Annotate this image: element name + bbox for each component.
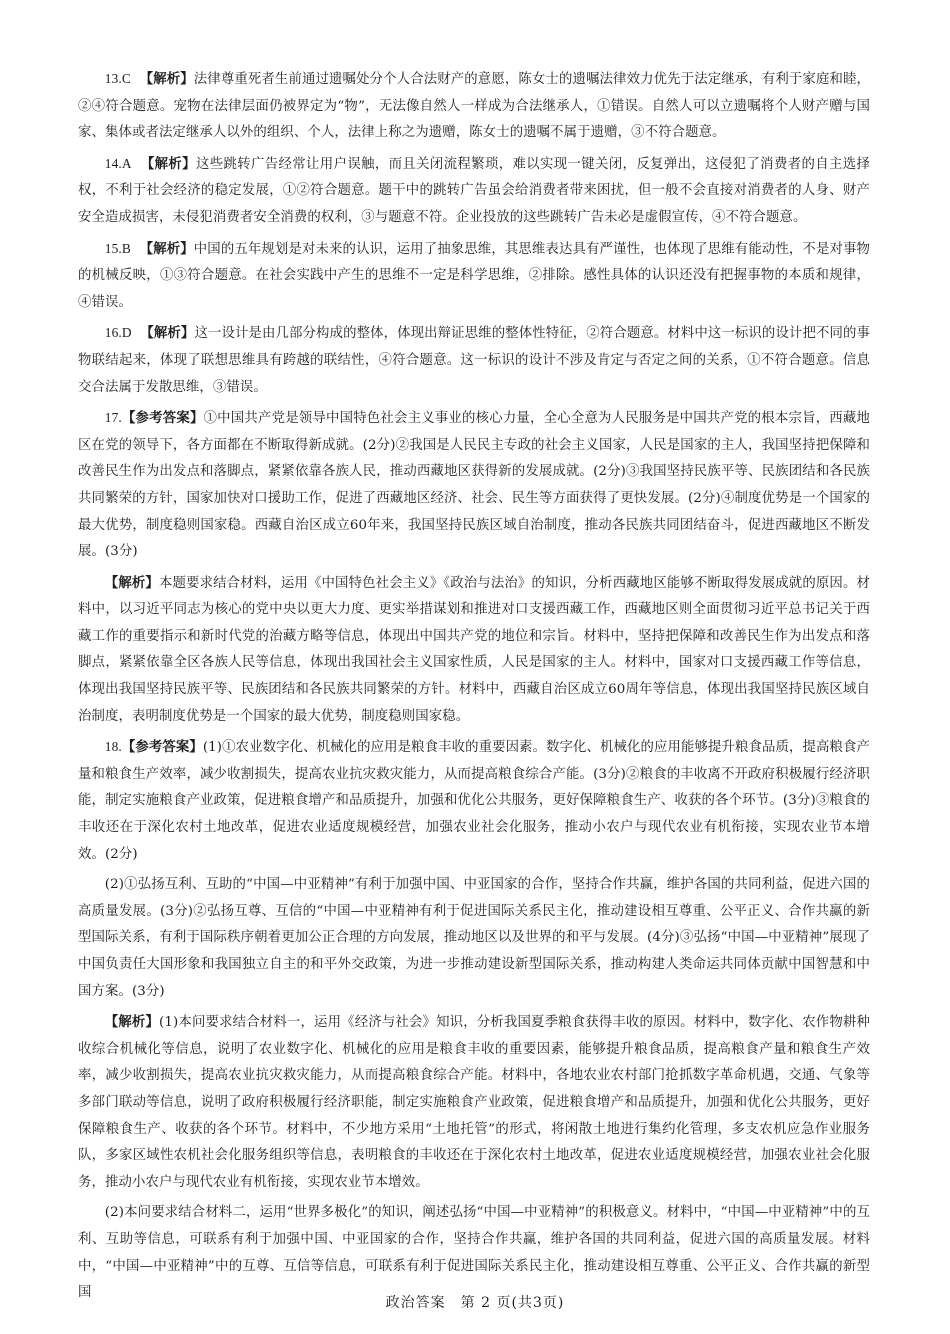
question-number: 13.C	[104, 71, 131, 86]
answer-text: 中国的五年规划是对未来的认识，运用了抽象思维，其思维表达具有严谨性，也体现了思维有能动性，不是对事物的机械反映，①③符合题意。在社会实践中产生的思维不一定是科学思维，②排除。感性具体的认识还没有把握事物的本质和规律，④错误。	[78, 241, 871, 310]
question-number: 14.A	[104, 155, 132, 171]
analysis-tag: 【解析】	[104, 574, 159, 591]
answer-text: (1)①农业数字化、机械化的应用是粮食丰收的重要因素。数字化、机械化的应用能够提升粮食品质，提高粮食产量和粮食生产效率，减少收割损失，提高农业抗灾救灾能力，从而提高粮食综合产能。(3分)②粮食的丰收离不开政府积极履行经济职能，制定实施粮食产业政策，促进粮食增产和品质提升，加强和优化公共服务，更好保障粮食生产、收获的各个环节。(3分)③粮食的丰收还在于深化农村土地改革，促进农业适度规模经营，加强农业社会化服务，推动小农户与现代农业有机衔接，实现农业节本增效。(2分)	[78, 740, 870, 862]
answer-text: 本题要求结合材料，运用《中国特色社会主义》《政治与法治》的知识，分析西藏地区能够不断取得发展成就的原因。材料中，以习近平同志为核心的党中央以更大力度、更实举措谋划和推进对口支援西藏工作，西藏地区则全面贯彻习近平总书记关于西藏工作的重要指示和新时代党的治藏方略等信息，体现出中国共产党的地位和宗旨。材料中，坚持把保障和改善民生作为出发点和落脚点，紧紧依靠全区各族人民等信息，体现出我国社会主义国家性质，人民是国家的主人。材料中，国家对口支援西藏工作等信息，体现出我国坚持民族平等、民族团结和各民族共同繁荣的方针。材料中，西藏自治区成立60周年等信息，体现出我国坚持民族区域自治制度，表明制度优势是一个国家的最大优势，制度稳则国家稳。	[78, 575, 870, 724]
question-number: 15.B	[104, 240, 131, 256]
answer-18-analysis	[78, 1009, 870, 1196]
analysis-tag: 【解析】	[140, 155, 196, 172]
question-number: 18.	[104, 739, 122, 755]
answer-18-reference	[78, 734, 870, 868]
answer-text: 法律尊重死者生前通过遗嘱处分个人合法财产的意愿，陈女士的遗嘱法律效力优先于法定继承，有利于家庭和睦，②④符合题意。宠物在法律层面仍被界定为“物”，无法像自然人一样成为合法继承人，①错误。自然人可以立遗嘱将个人财产赠与国家、集体或者法定继承人以外的组织、个人，法律上称之为遗赠，陈女士的遗嘱不属于遗赠，③不符合题意。	[78, 72, 871, 141]
answer-text: (1)本问要求结合材料一，运用《经济与社会》知识，分析我国夏季粮食获得丰收的原因。材料中，数字化、农作物耕种收综合机械化等信息，说明了农业数字化、机械化的应用是粮食丰收的重要因素，能够提升粮食品质，提高粮食产量和粮食生产效率，减少收割损失，提高农业抗灾救灾能力，从而提高粮食综合产能。材料中，各地农业农村部门抢抓数字革命机遇，交通、气象等多部门联动等信息，说明了政府积极履行经济职能，制定实施粮食产业政策，促进粮食增产和品质提升，加强和优化公共服务，更好保障粮食生产、收获的各个环节。材料中，不少地方采用“土地托管”的形式，将闲散土地进行集约化管理，多支农机应急作业服务队，多家区域性农机社会化服务组织等信息，表明粮食的丰收还在于深化农村土地改革，促进农业适度规模经营，加强农业社会化服务，推动小农户与现代农业有机衔接，实现农业节本增效。	[78, 1015, 870, 1190]
answer-13	[78, 66, 870, 147]
answer-15	[78, 236, 870, 317]
answer-14	[78, 151, 870, 232]
answer-text: (2)①弘扬互利、互助的“中国—中亚精神”有利于加强中国、中亚国家的合作，坚持合作共赢，维护各国的共同利益，促进六国的高质量发展。(3分)②弘扬互尊、互信的“中国—中亚精神有利于促进国际关系民主化，推动建设相互尊重、公平正义、合作共赢的新型国际关系，有利于国际秩序朝着更加公正合理的方向发展，推动地区以及世界的和平与发展。(4分)③弘扬“中国—中亚精神”展现了中国负责任大国形象和我国独立自主的和平外交政策，为进一步推动建设新型国际关系，推动构建人类命运共同体贡献中国智慧和中国方案。(3分)	[78, 877, 870, 999]
answer-16	[78, 320, 870, 401]
question-number: 17.	[104, 410, 122, 426]
answer-text: 这些跳转广告经常让用户误触，而且关闭流程繁琐，难以实现一键关闭，反复弹出，这侵犯了消费者的自主选择权，不利于社会经济的稳定发展，①②符合题意。题干中的跳转广告虽会给消费者带来困扰，但一般不会直接对消费者的人身、财产安全造成损害，未侵犯消费者安全消费的权利，③与题意不符。企业投放的这些跳转广告未必是虚假宣传，④不符合题意。	[78, 156, 871, 225]
answer-text: 这一设计是由几部分构成的整体，体现出辩证思维的整体性特征，②符合题意。材料中这一标识的设计把不同的事物联结起来，体现了联想思维具有跨越的联结性，④符合题意。这一标识的设计不涉及肯定与否定之间的关系，①不符合题意。信息交合法属于发散思维，③错误。	[78, 326, 871, 395]
answer-18-reference-part2	[78, 872, 870, 1005]
reference-answer-tag: 【参考答案】	[121, 739, 203, 756]
page-footer: 政治答案 第 2 页(共3页)	[385, 1295, 565, 1311]
answer-18-analysis-part2	[78, 1200, 870, 1306]
analysis-tag: 【解析】	[104, 1014, 160, 1031]
analysis-tag: 【解析】	[140, 325, 195, 342]
analysis-tag: 【解析】	[139, 240, 194, 257]
answer-document	[78, 66, 870, 1311]
answer-17-reference	[78, 405, 870, 566]
answer-text: (2)本问要求结合材料二，运用“世界多极化”的知识，阐述弘扬“中国—中亚精神”的积极意义。材料中，“中国—中亚精神”中的互利、互助等信息，可联系有利于加强中国、中亚国家的合作，坚持合作共赢，维护各国的共同利益，促进六国的高质量发展。材料中，“中国—中亚精神”中的互尊、互信等信息，可联系有利于促进国际关系民主化，推动建设相互尊重、公平正义、合作共赢的新型国	[78, 1205, 870, 1301]
answer-text: ①中国共产党是领导中国特色社会主义事业的核心力量，全心全意为人民服务是中国共产党的根本宗旨，西藏地区在党的领导下，各方面都在不断取得新成就。(2分)②我国是人民民主专政的社会主义国家，人民是国家的主人，我国坚持把保障和改善民生作为出发点和落脚点，紧紧依靠各族人民，推动西藏地区获得新的发展成就。(2分)③我国坚持民族平等、民族团结和各民族共同繁荣的方针，国家加快对口援助工作，促进了西藏地区经济、社会、民生等方面获得了更快发展。(2分)④制度优势是一个国家的最大优势，制度稳则国家稳。西藏自治区成立60年来，我国坚持民族区域自治制度，推动各民族共同团结奋斗，促进西藏地区不断发展。(3分)	[78, 411, 870, 560]
answer-17-analysis	[78, 570, 870, 731]
analysis-tag: 【解析】	[139, 71, 194, 87]
question-number: 16.D	[104, 325, 132, 341]
reference-answer-tag: 【参考答案】	[121, 410, 204, 427]
